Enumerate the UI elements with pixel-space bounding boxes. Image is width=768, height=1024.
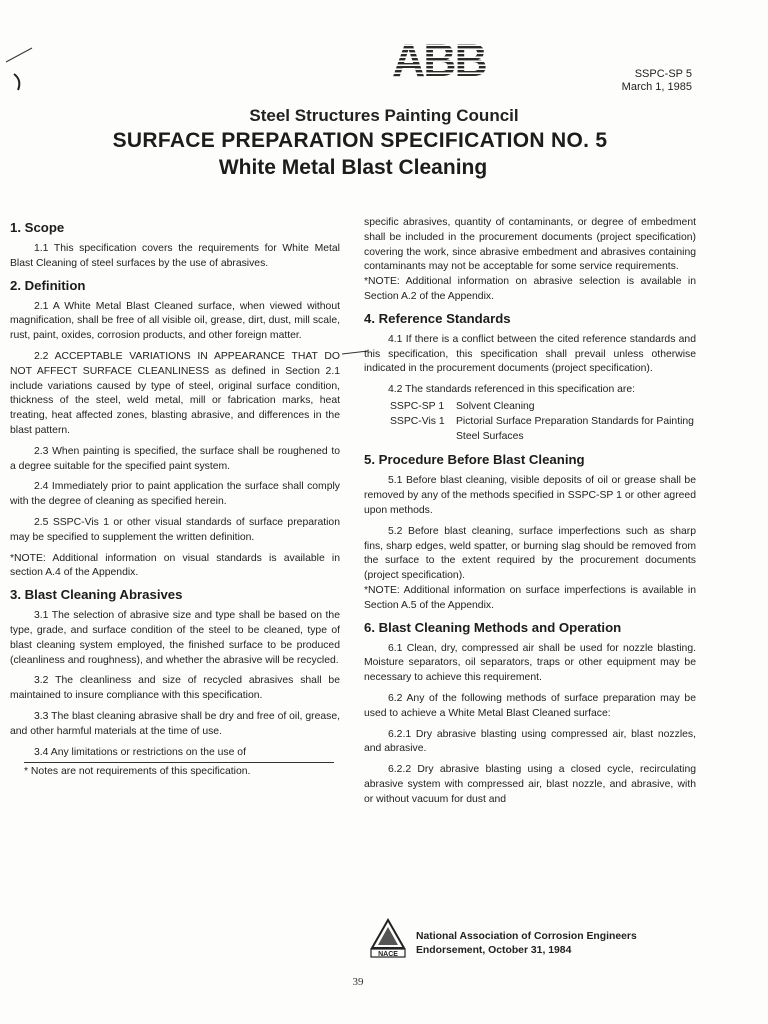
doc-number: SSPC-SP 5 — [634, 68, 692, 80]
paragraph-6-1: 6.1 Clean, dry, compressed air shall be used for nozzle blasting. Moisture separators, oil separators, traps or other equipment may be necessary to achieve this requirement. — [364, 642, 696, 684]
note-surface-imperfections: *NOTE: Additional information on surface imperfections is available in Section A.5 of the Appendix. — [364, 584, 696, 611]
paragraph-2-5: 2.5 SSPC-Vis 1 or other visual standards of surface preparation may be specified to supplement the written definition. — [10, 516, 340, 543]
nace-line-2: Endorsement, October 31, 1984 — [416, 945, 572, 956]
nace-logo-text: NACE — [378, 951, 398, 958]
paragraph-2-1: 2.1 A White Metal Blast Cleaned surface, when viewed without magnification, shall be free of all visible oil, grease, dirt, dust, mill scale, rust, paint, oxides, corrosion products, and other foreign matter. — [10, 300, 340, 342]
paragraph-3-1: 3.1 The selection of abrasive size and type shall be based on the type, grade, and surface condition of the steel to be cleaned, type of blast cleaning system employed, the finished surface to be produced (cleanliness and roughness), and whether the abrasive will be recycled. — [10, 610, 340, 666]
doc-date: March 1, 1985 — [621, 81, 692, 93]
section-heading-definition: 2. Definition — [10, 277, 86, 293]
paragraph-2-4: 2.4 Immediately prior to paint application the surface shall comply with the degree of cleaning as specified herein. — [10, 481, 340, 508]
note-visual-standards: *NOTE: Additional information on visual standards is available in section A.4 of the Appendix. — [10, 552, 340, 579]
section-heading-methods: 6. Blast Cleaning Methods and Operation — [364, 619, 622, 635]
document-reference — [622, 68, 692, 94]
paragraph-3-4: 3.4 Any limitations or restrictions on the use of — [34, 746, 246, 758]
standard-name: Pictorial Surface Preparation Standards for Painting Steel Surfaces — [456, 415, 694, 442]
council-name: Steel Structures Painting Council — [249, 106, 519, 125]
page-title: SURFACE PREPARATION SPECIFICATION NO. 5 — [112, 129, 608, 152]
page-number: 39 — [352, 976, 364, 988]
paragraph-5-1: 5.1 Before blast cleaning, visible deposits of oil or grease shall be removed by any of the methods specified in SSPC-SP 1 or other agreed upon methods. — [364, 475, 696, 516]
scan-mark-icon — [2, 44, 42, 94]
paragraph-3-3: 3.3 The blast cleaning abrasive shall be dry and free of oil, grease, and other harmful materials at the time of use. — [10, 710, 340, 737]
left-column — [10, 216, 340, 786]
list-item — [390, 415, 696, 445]
paragraph-2-3: 2.3 When painting is specified, the surface shall be roughened to a degree suitable for the specified paint system. — [10, 445, 340, 472]
standard-code: SSPC-Vis 1 — [390, 415, 445, 427]
paragraph-4-2: 4.2 The standards referenced in this specification are: — [388, 384, 636, 396]
right-column — [364, 216, 696, 814]
page-subtitle: White Metal Blast Cleaning — [218, 156, 488, 179]
section-heading-reference-standards: 4. Reference Standards — [364, 310, 511, 326]
abb-logo — [388, 38, 506, 80]
nace-logo-icon — [368, 918, 408, 958]
paragraph-3-2: 3.2 The cleanliness and size of recycled abrasives shall be maintained to insure compliance with this specification. — [10, 675, 340, 702]
nace-text — [416, 930, 637, 958]
standard-code: SSPC-SP 1 — [390, 400, 445, 412]
paragraph-5-2: 5.2 Before blast cleaning, surface imperfections such as sharp fins, sharp edges, weld spatter, or burning slag should be removed from the surface to the extent required by the procurement documents (project specification). — [364, 525, 696, 582]
section-heading-scope: 1. Scope — [10, 220, 65, 235]
nace-line-1: National Association of Corrosion Engineers — [416, 931, 637, 942]
paragraph-6-2: 6.2 Any of the following methods of surface preparation may be used to achieve a White Metal Blast Cleaned surface: — [364, 692, 696, 719]
standard-name: Solvent Cleaning — [456, 400, 535, 412]
paragraph-6-2-2: 6.2.2 Dry abrasive blasting using a closed cycle, recirculating abrasive system with compressed air, blast nozzle, and abrasive, with or without vacuum for dust and — [364, 764, 696, 805]
section-heading-procedure: 5. Procedure Before Blast Cleaning — [364, 452, 585, 468]
note-abrasive-selection: *NOTE: Additional information on abrasive selection is available in Section A.2 of the Appendix. — [364, 276, 696, 302]
paragraph-6-2-1: 6.2.1 Dry abrasive blasting using compressed air, blast nozzles, and abrasive. — [364, 728, 696, 755]
logo-wordmark: ABB — [392, 38, 486, 80]
footnote: * Notes are not requirements of this specification. — [24, 766, 251, 778]
footnote-divider — [24, 762, 334, 763]
nace-endorsement — [368, 918, 708, 962]
paragraph-1-1: 1.1 This specification covers the requirements for White Metal Blast Cleaning of steel surfaces by the use of abrasives. — [10, 243, 340, 269]
paragraph-2-2: 2.2 ACCEPTABLE VARIATIONS IN APPEARANCE THAT DO NOT AFFECT SURFACE CLEANLINESS as defined in Section 2.1 include variations caused by type of steel, original surface condition, thickness of the steel, weld metal, mill or fabrication marks, heat treating, heat affected zones, blasting abrasive, and differences in the blast pattern. — [10, 350, 340, 436]
paragraph-4-1: 4.1 If there is a conflict between the cited reference standards and this specification, this specification shall prevail unless otherwise indicated in the procurement documents (project specification). — [364, 333, 696, 375]
list-item — [390, 400, 696, 415]
standards-list — [390, 400, 696, 444]
scan-mark-icon — [340, 348, 370, 358]
paragraph-3-4-continued: specific abrasives, quantity of contaminants, or degree of embedment shall be included in the procurement documents (project specification) covering the work, since abrasive embedment and abrasives containing contaminants may not be acceptable for some service requirements. — [364, 217, 696, 273]
section-heading-abrasives: 3. Blast Cleaning Abrasives — [10, 587, 183, 603]
